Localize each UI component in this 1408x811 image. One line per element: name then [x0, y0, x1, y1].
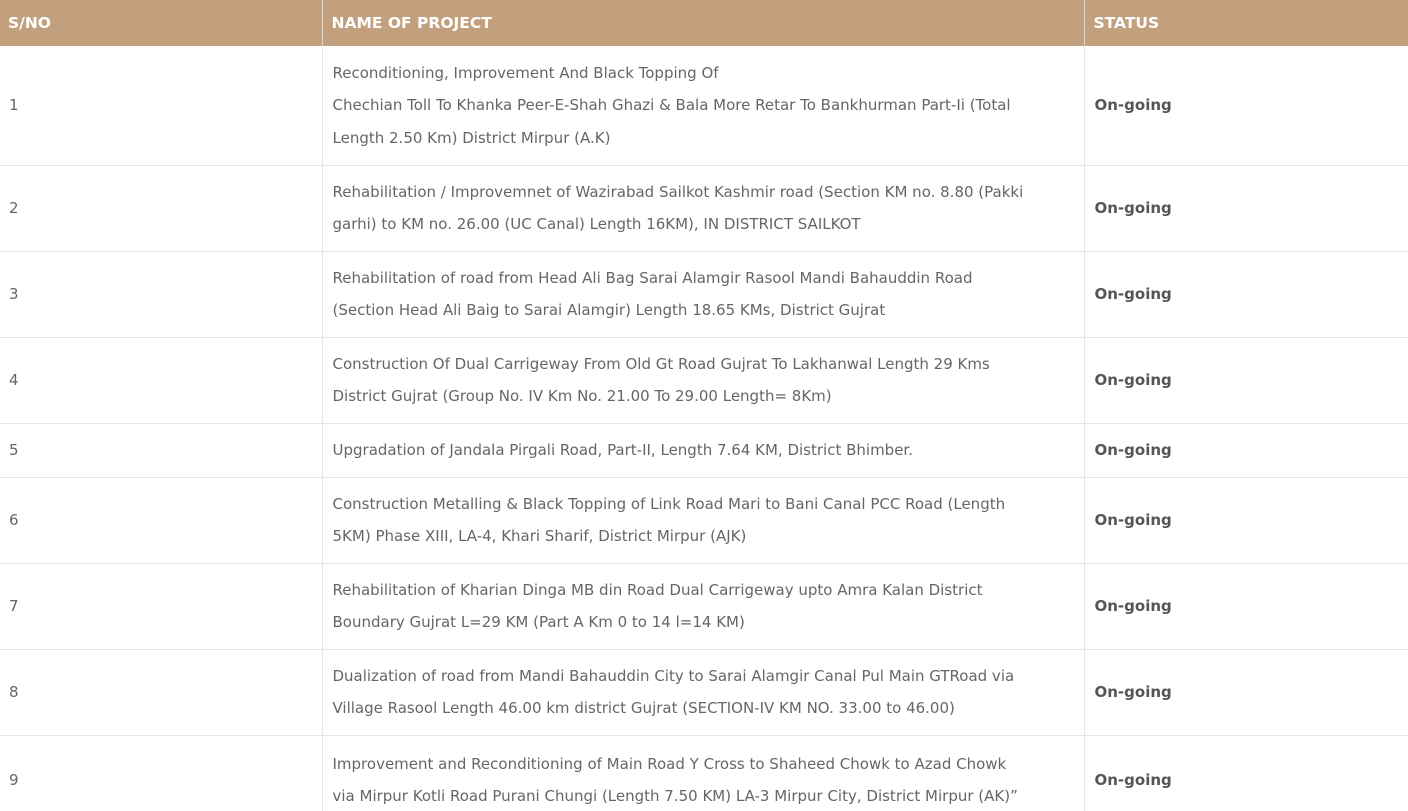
- table-row: [0, 477, 1408, 563]
- header-project-name: NAME OF PROJECT: [322, 0, 1084, 46]
- table-row: [0, 735, 1408, 811]
- table-row: [0, 563, 1408, 649]
- name-line: District Gujrat (Group No. IV Km No. 21.00 To 29.00 Length= 8Km): [332, 387, 832, 405]
- row-status: On-going: [1084, 165, 1408, 251]
- row-status: On-going: [1084, 563, 1408, 649]
- name-line: Rehabilitation / Improvemnet of Wazirabad Sailkot Kashmir road (Section KM no. 8.80 (Pakki: [332, 182, 1024, 201]
- name-line: 5KM) Phase XIII, LA-4, Khari Sharif, District Mirpur (AJK): [332, 527, 747, 545]
- row-status: On-going: [1084, 423, 1408, 477]
- name-line: Upgradation of Jandala Pirgali Road, Part-II, Length 7.64 KM, District Bhimber.: [332, 440, 913, 459]
- row-sno: 8: [0, 649, 322, 735]
- row-project-name: [322, 735, 1084, 811]
- row-sno: 2: [0, 165, 322, 251]
- row-status: On-going: [1084, 649, 1408, 735]
- header-status: STATUS: [1084, 0, 1408, 46]
- row-project-name: [322, 649, 1084, 735]
- row-sno: 3: [0, 251, 322, 337]
- table-row: [0, 165, 1408, 251]
- row-status: On-going: [1084, 337, 1408, 423]
- table-row: [0, 337, 1408, 423]
- row-sno: 4: [0, 337, 322, 423]
- header-row: [0, 0, 1408, 46]
- table-row: [0, 649, 1408, 735]
- name-line: Improvement and Reconditioning of Main Road Y Cross to Shaheed Chowk to Azad Chowk: [332, 754, 1007, 773]
- row-status: On-going: [1094, 771, 1172, 789]
- name-line: Dualization of road from Mandi Bahauddin City to Sarai Alamgir Canal Pul Main GTRoad via: [332, 666, 1015, 685]
- header-sno: S/NO: [0, 0, 322, 46]
- name-line: Village Rasool Length 46.00 km district Gujrat (SECTION-IV KM NO. 33.00 to 46.00): [332, 699, 955, 717]
- name-line: Rehabilitation of Kharian Dinga MB din Road Dual Carrigeway upto Amra Kalan District: [332, 580, 983, 599]
- name-line: Boundary Gujrat L=29 KM (Part A Km 0 to 14 l=14 KM): [332, 613, 745, 631]
- row-project-name: [322, 423, 1084, 477]
- row-status: On-going: [1084, 251, 1408, 337]
- name-line: Construction Metalling & Black Topping of Link Road Mari to Bani Canal PCC Road (Length: [332, 494, 1006, 513]
- name-line: via Mirpur Kotli Road Purani Chungi (Length 7.50 KM) LA-3 Mirpur City, District Mirpur (AK)”: [332, 787, 1018, 806]
- row-sno: 6: [0, 477, 322, 563]
- name-line: Construction Of Dual Carrigeway From Old Gt Road Gujrat To Lakhanwal Length 29 Kms: [332, 354, 990, 373]
- name-line: Rehabilitation of road from Head Ali Bag Sarai Alamgir Rasool Mandi Bahauddin Road: [332, 268, 973, 287]
- row-sno: 9: [0, 735, 322, 811]
- row-status: On-going: [1084, 477, 1408, 563]
- table-row: [0, 251, 1408, 337]
- table-row: [0, 423, 1408, 477]
- row-project-name: [322, 337, 1084, 423]
- row-project-name: [322, 165, 1084, 251]
- name-line: garhi) to KM no. 26.00 (UC Canal) Length 16KM), IN DISTRICT SAILKOT: [332, 215, 861, 233]
- name-line: (Section Head Ali Baig to Sarai Alamgir) Length 18.65 KMs, District Gujrat: [332, 301, 886, 319]
- row-sno: 7: [0, 563, 322, 649]
- row-sno: 1: [0, 46, 322, 165]
- table-header: [0, 0, 1408, 46]
- row-project-name: [322, 563, 1084, 649]
- row-status: On-going: [1084, 46, 1408, 165]
- name-line: Chechian Toll To Khanka Peer-E-Shah Ghazi & Bala More Retar To Bankhurman Part-Ii (Total: [332, 96, 1011, 114]
- row-project-name: [322, 251, 1084, 337]
- row-project-name: [322, 477, 1084, 563]
- name-line: Length 2.50 Km) District Mirpur (A.K): [332, 128, 611, 147]
- name-line: Reconditioning, Improvement And Black Topping Of: [332, 63, 719, 82]
- row-project-name: [322, 46, 1084, 165]
- row-sno: 5: [0, 423, 322, 477]
- table-row: [0, 46, 1408, 165]
